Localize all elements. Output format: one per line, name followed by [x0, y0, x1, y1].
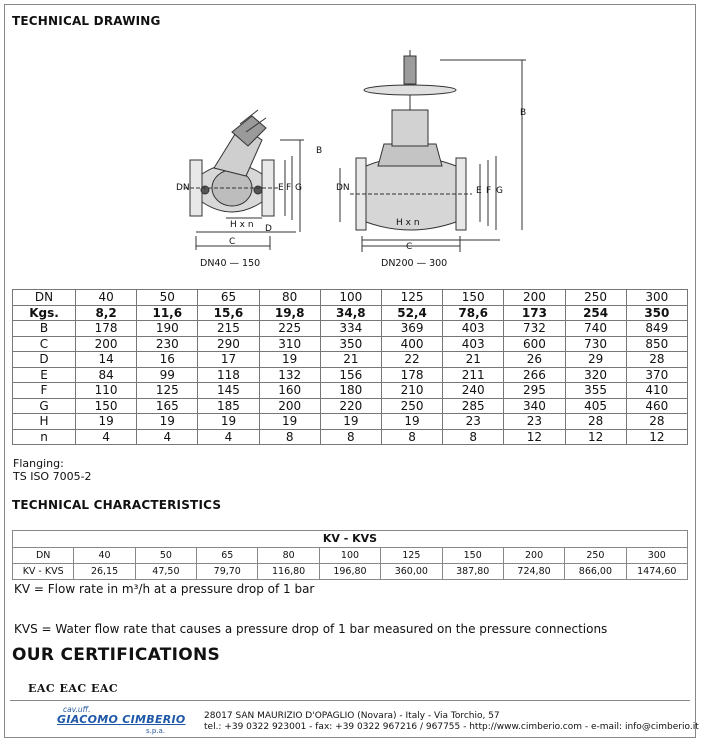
table-cell: 165	[137, 398, 198, 414]
footer-divider	[10, 700, 690, 701]
table-cell: 28	[565, 414, 626, 430]
table-cell: 28	[626, 414, 687, 430]
dim-label-e: E	[278, 183, 284, 193]
dim-label-c-large: C	[406, 242, 413, 252]
dimensions-table	[12, 289, 688, 445]
table-cell: 730	[565, 336, 626, 352]
table-cell: 849	[626, 321, 687, 337]
row-label: DN	[13, 290, 76, 306]
table-cell: 34,8	[320, 305, 381, 321]
table-cell: 22	[381, 352, 442, 368]
address-line: 28017 SAN MAURIZIO D'OPAGLIO (Novara) - Italy - Via Torchio, 57	[204, 711, 500, 721]
table-cell: 340	[504, 398, 565, 414]
table-cell: 19	[320, 414, 381, 430]
dims-row	[13, 414, 688, 430]
table-cell: 116,80	[258, 564, 319, 580]
table-cell: 29	[565, 352, 626, 368]
table-cell: 350	[320, 336, 381, 352]
row-label: Kgs.	[13, 305, 76, 321]
table-cell: 19	[381, 414, 442, 430]
dims-row	[13, 336, 688, 352]
table-cell: 16	[137, 352, 198, 368]
table-cell: 178	[76, 321, 137, 337]
table-cell: 732	[504, 321, 565, 337]
table-cell: 250	[565, 290, 626, 306]
table-cell: 150	[76, 398, 137, 414]
kv-table	[12, 530, 688, 580]
table-cell: 125	[381, 548, 442, 564]
table-cell: 12	[565, 429, 626, 445]
table-cell: 310	[259, 336, 320, 352]
table-cell: 156	[320, 367, 381, 383]
technical-drawing-heading: TECHNICAL DRAWING	[12, 14, 161, 28]
table-cell: 8	[259, 429, 320, 445]
certifications-heading: OUR CERTIFICATIONS	[12, 645, 221, 665]
table-cell: 28	[626, 352, 687, 368]
logo-suffix: s.p.a.	[146, 727, 166, 735]
table-cell: 8	[320, 429, 381, 445]
large-valve-caption: DN200 — 300	[381, 258, 448, 269]
table-cell: 100	[320, 290, 381, 306]
table-cell: 50	[135, 548, 196, 564]
table-cell: 40	[74, 548, 135, 564]
table-cell: 8,2	[76, 305, 137, 321]
table-cell: 180	[320, 383, 381, 399]
table-cell: 403	[443, 336, 504, 352]
kv-values-row	[13, 564, 688, 580]
table-cell: 17	[198, 352, 259, 368]
table-cell: 80	[258, 548, 319, 564]
table-cell: 26	[504, 352, 565, 368]
table-cell: 215	[198, 321, 259, 337]
table-cell: 285	[443, 398, 504, 414]
dims-row	[13, 429, 688, 445]
table-cell: 200	[259, 398, 320, 414]
table-cell: 19	[198, 414, 259, 430]
table-cell: 132	[259, 367, 320, 383]
table-cell: 21	[443, 352, 504, 368]
dim-label-b-large: B	[520, 108, 527, 118]
row-label: C	[13, 336, 76, 352]
table-cell: 4	[137, 429, 198, 445]
table-cell: 50	[137, 290, 198, 306]
table-cell: 200	[503, 548, 564, 564]
table-cell: 724,80	[503, 564, 564, 580]
table-cell: 190	[137, 321, 198, 337]
table-cell: 334	[320, 321, 381, 337]
dim-label-g: G	[295, 183, 302, 193]
table-cell: 19	[259, 414, 320, 430]
table-cell: 26,15	[74, 564, 135, 580]
logo-prefix: cav.uff.	[63, 705, 91, 714]
table-cell: 387,80	[442, 564, 503, 580]
table-cell: 266	[504, 367, 565, 383]
dim-label-f: F	[286, 183, 292, 193]
dims-header-row	[13, 290, 688, 306]
dim-label-f-large: F	[486, 186, 492, 196]
dims-row	[13, 305, 688, 321]
dim-label-d: D	[265, 224, 272, 234]
table-cell: 79,70	[197, 564, 258, 580]
table-cell: 19	[76, 414, 137, 430]
kvs-note: KVS = Water flow rate that causes a pressure drop of 1 bar measured on the pressure connections	[14, 622, 608, 636]
eac-certification-marks: EAC EAC EAC	[28, 682, 119, 695]
dim-label-e-large: E	[476, 186, 482, 196]
table-cell: 240	[443, 383, 504, 399]
table-cell: 84	[76, 367, 137, 383]
table-cell: 185	[198, 398, 259, 414]
table-cell: 211	[443, 367, 504, 383]
kv-header-row	[13, 548, 688, 564]
table-cell: 178	[381, 367, 442, 383]
table-cell: 145	[198, 383, 259, 399]
table-cell: 110	[76, 383, 137, 399]
valve-drawings-svg	[0, 36, 701, 276]
table-cell: 118	[198, 367, 259, 383]
table-cell: 196,80	[319, 564, 380, 580]
technical-characteristics-heading: TECHNICAL CHARACTERISTICS	[12, 498, 222, 512]
table-cell: 8	[443, 429, 504, 445]
table-cell: 220	[320, 398, 381, 414]
table-cell: 19	[259, 352, 320, 368]
dims-row	[13, 352, 688, 368]
table-cell: 360,00	[381, 564, 442, 580]
row-label: n	[13, 429, 76, 445]
technical-drawings	[0, 36, 701, 276]
table-cell: 250	[381, 398, 442, 414]
dims-row	[13, 367, 688, 383]
table-cell: 52,4	[381, 305, 442, 321]
table-cell: 369	[381, 321, 442, 337]
table-cell: 100	[319, 548, 380, 564]
table-cell: 850	[626, 336, 687, 352]
table-cell: 15,6	[198, 305, 259, 321]
table-cell: 600	[504, 336, 565, 352]
dims-row	[13, 398, 688, 414]
table-cell: 11,6	[137, 305, 198, 321]
table-cell: 250	[565, 548, 626, 564]
kv-table-title: KV - KVS	[13, 531, 688, 548]
row-label: D	[13, 352, 76, 368]
table-cell: 23	[504, 414, 565, 430]
flanging-label: Flanging:	[13, 457, 64, 470]
contact-line: tel.: +39 0322 923001 - fax: +39 0322 967216 / 967755 - http://www.cimberio.com - e-mail: info@cimberio.it	[204, 722, 699, 732]
row-label: DN	[13, 548, 74, 564]
table-cell: 230	[137, 336, 198, 352]
dim-label-hxn: H x n	[230, 220, 254, 230]
row-label: H	[13, 414, 76, 430]
table-cell: 403	[443, 321, 504, 337]
table-cell: 370	[626, 367, 687, 383]
table-cell: 47,50	[135, 564, 196, 580]
row-label: KV - KVS	[13, 564, 74, 580]
table-cell: 99	[137, 367, 198, 383]
dims-row	[13, 321, 688, 337]
table-cell: 8	[381, 429, 442, 445]
dim-label-g-large: G	[496, 186, 503, 196]
table-cell: 4	[198, 429, 259, 445]
dim-label-hxn-large: H x n	[396, 218, 420, 228]
dims-row	[13, 383, 688, 399]
row-label: E	[13, 367, 76, 383]
table-cell: 65	[197, 548, 258, 564]
table-cell: 80	[259, 290, 320, 306]
table-cell: 320	[565, 367, 626, 383]
row-label: G	[13, 398, 76, 414]
table-cell: 200	[76, 336, 137, 352]
dim-label-c: C	[229, 237, 236, 247]
row-label: B	[13, 321, 76, 337]
large-valve-drawing	[340, 50, 526, 252]
table-cell: 19,8	[259, 305, 320, 321]
flanging-note	[13, 457, 92, 483]
table-cell: 125	[381, 290, 442, 306]
table-cell: 405	[565, 398, 626, 414]
row-label: F	[13, 383, 76, 399]
table-cell: 225	[259, 321, 320, 337]
table-cell: 14	[76, 352, 137, 368]
kv-note: KV = Flow rate in m³/h at a pressure drop of 1 bar	[14, 582, 315, 596]
dim-label-dn-large: DN	[336, 183, 350, 193]
table-cell: 150	[443, 290, 504, 306]
table-cell: 1474,60	[626, 564, 687, 580]
table-cell: 400	[381, 336, 442, 352]
table-cell: 866,00	[565, 564, 626, 580]
table-cell: 4	[76, 429, 137, 445]
table-cell: 21	[320, 352, 381, 368]
table-cell: 300	[626, 290, 687, 306]
table-cell: 150	[442, 548, 503, 564]
company-address	[204, 711, 699, 733]
table-cell: 295	[504, 383, 565, 399]
table-cell: 19	[137, 414, 198, 430]
table-cell: 23	[443, 414, 504, 430]
table-cell: 300	[626, 548, 687, 564]
table-cell: 355	[565, 383, 626, 399]
table-cell: 65	[198, 290, 259, 306]
table-cell: 254	[565, 305, 626, 321]
table-cell: 740	[565, 321, 626, 337]
table-cell: 290	[198, 336, 259, 352]
table-cell: 410	[626, 383, 687, 399]
dim-label-dn: DN	[176, 183, 190, 193]
table-cell: 460	[626, 398, 687, 414]
flanging-standard: TS ISO 7005-2	[13, 470, 92, 483]
table-cell: 78,6	[443, 305, 504, 321]
table-cell: 200	[504, 290, 565, 306]
table-cell: 210	[381, 383, 442, 399]
table-cell: 173	[504, 305, 565, 321]
table-cell: 160	[259, 383, 320, 399]
table-cell: 12	[504, 429, 565, 445]
small-valve-caption: DN40 — 150	[200, 258, 261, 269]
table-cell: 125	[137, 383, 198, 399]
table-cell: 350	[626, 305, 687, 321]
company-logo: GIACOMO CIMBERIO	[57, 713, 186, 726]
table-cell: 12	[626, 429, 687, 445]
dim-label-b: B	[316, 146, 323, 156]
table-cell: 40	[76, 290, 137, 306]
